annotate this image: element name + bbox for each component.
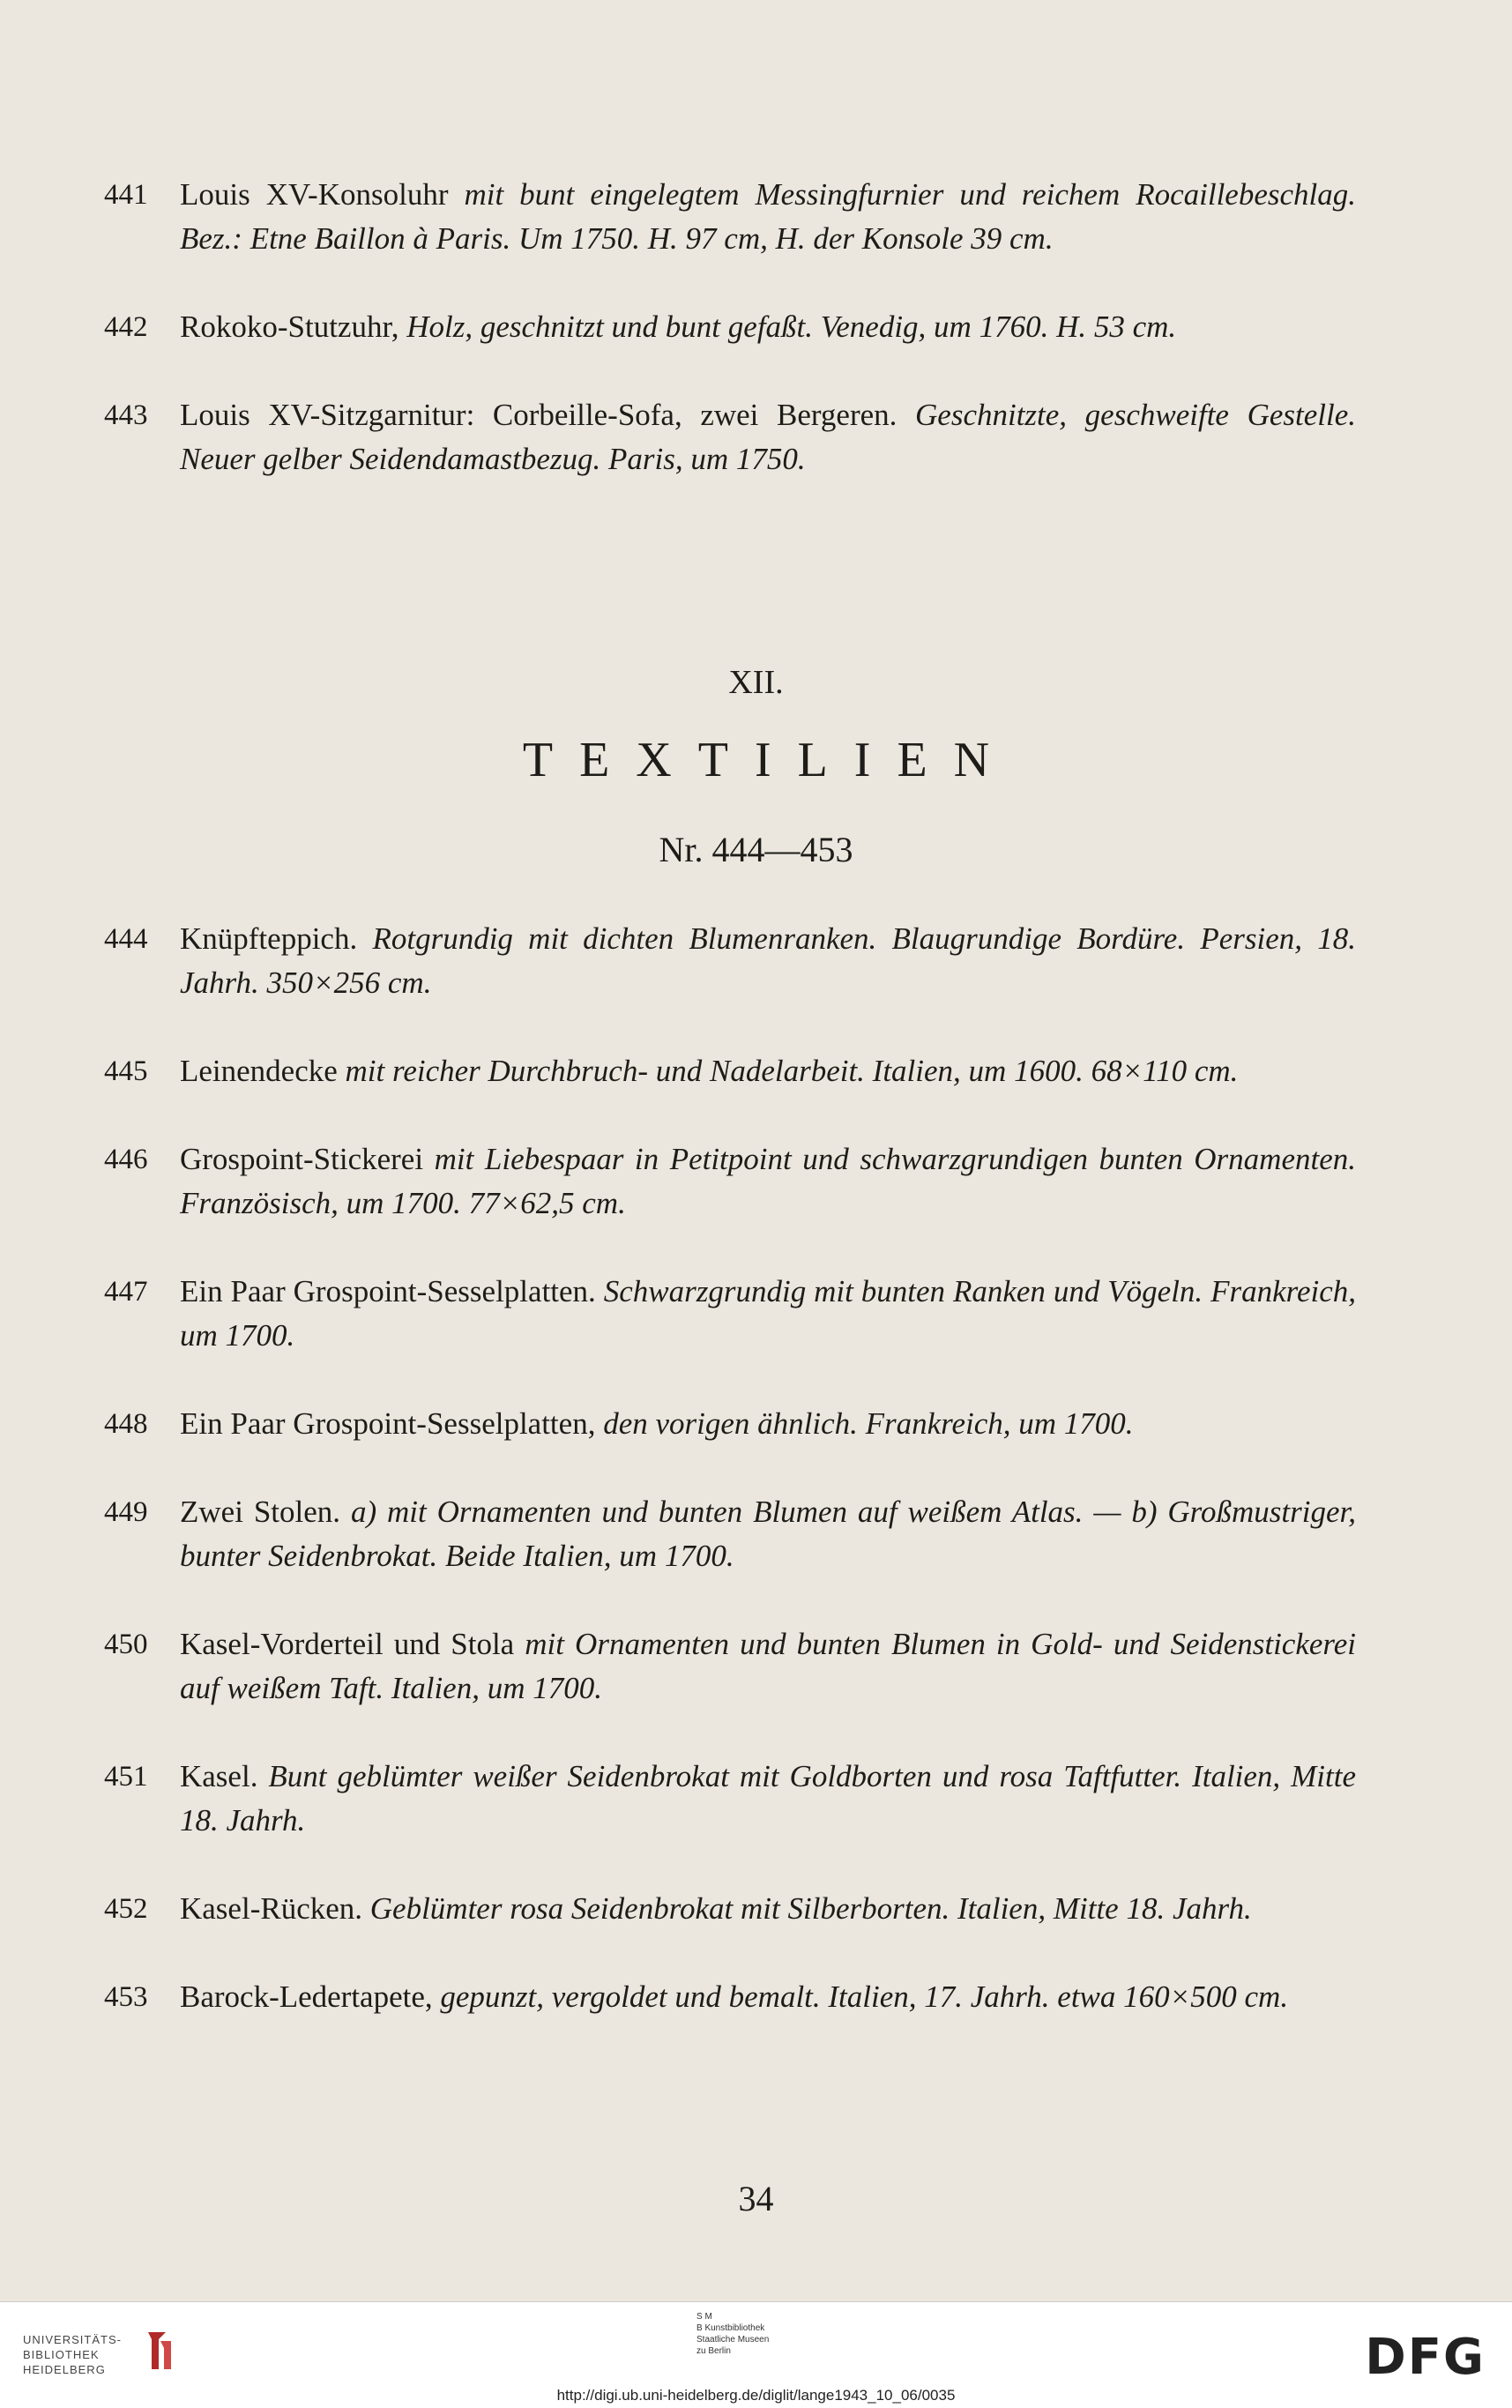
- uni-line: UNIVERSITÄTS-: [23, 2333, 122, 2346]
- section-title: TEXTILIEN: [522, 733, 1017, 787]
- catalog-entry: [104, 1270, 1356, 1358]
- catalog-entry: [104, 1622, 1356, 1711]
- entry-number: 453: [104, 1981, 148, 2013]
- university-library-label[interactable]: [23, 2332, 122, 2377]
- entry-description: a) mit Ornamenten und bunten Blumen auf weißem Atlas. — b) Großmustriger, bunter Seidenbrokat. Beide Italien, um 1700.: [180, 1495, 1356, 1573]
- entry-number: 444: [104, 923, 148, 955]
- catalog-entry: [104, 1490, 1356, 1578]
- entry-number: 446: [104, 1144, 148, 1175]
- entry-title: Leinendecke: [180, 1054, 346, 1088]
- entry-number: 448: [104, 1408, 148, 1440]
- page-number: 34: [738, 2179, 774, 2218]
- catalog-entry: [104, 1755, 1356, 1843]
- entry-description: Holz, geschnitzt und bunt gefaßt. Venedig, um 1760. H. 53 cm.: [406, 309, 1177, 344]
- entry-description: Schwarzgrundig mit bunten Ranken und Vögeln. Frankreich, um 1700.: [180, 1274, 1356, 1353]
- catalog-entry: [104, 393, 1356, 481]
- entry-title: Ein Paar Grospoint-Sesselplatten,: [180, 1406, 604, 1441]
- section-number: XII.: [728, 664, 784, 701]
- entry-number: 443: [104, 399, 148, 431]
- entry-title: Kasel.: [180, 1759, 269, 1793]
- uni-line: HEIDELBERG: [23, 2363, 106, 2376]
- entry-description: mit bunt eingelegtem Messingfurnier und reichem Rocaillebeschlag. Bez.: Etne Baillon à Paris. Um 1750. H. 97 cm, H. der Konsole 39 cm.: [180, 177, 1356, 256]
- entry-description: Bunt geblümter weißer Seidenbrokat mit Goldborten und rosa Taftfutter. Italien, Mitte 18. Jahrh.: [180, 1759, 1356, 1838]
- entry-description: mit Ornamenten und bunten Blumen in Gold- und Seidenstickerei auf weißem Taft. Italien, um 1700.: [180, 1627, 1356, 1705]
- footer: [0, 2301, 1512, 2408]
- entries-main: [104, 917, 1356, 2063]
- catalog-entry: [104, 1975, 1356, 2019]
- catalog-entry: [104, 917, 1356, 1005]
- dfg-logo[interactable]: DFG: [1365, 2329, 1486, 2386]
- entry-title: Louis XV-Sitzgarnitur: Corbeille-Sofa, zwei Bergeren.: [180, 398, 916, 432]
- entry-number: 451: [104, 1761, 148, 1793]
- entry-number: 447: [104, 1276, 148, 1308]
- catalog-entry: [104, 305, 1356, 349]
- entry-title: Grospoint-Stickerei: [180, 1142, 435, 1176]
- museum-label: [696, 2311, 769, 2357]
- sm-line: B Kunstbibliothek: [696, 2323, 765, 2333]
- sm-line: zu Berlin: [696, 2346, 731, 2356]
- entry-description: den vorigen ähnlich. Frankreich, um 1700.: [603, 1406, 1134, 1441]
- entry-number: 441: [104, 179, 148, 211]
- entry-title: Barock-Ledertapete,: [180, 1979, 441, 2014]
- uni-line: BIBLIOTHEK: [23, 2348, 100, 2361]
- catalog-entry: [104, 1137, 1356, 1226]
- entry-title: Ein Paar Grospoint-Sesselplatten.: [180, 1274, 604, 1308]
- university-logo-icon[interactable]: [141, 2329, 176, 2373]
- entry-title: Louis XV-Konsoluhr: [180, 177, 465, 212]
- entry-number: 449: [104, 1496, 148, 1528]
- sm-line: Staatliche Museen: [696, 2335, 770, 2345]
- entry-description: Geschnitzte, geschweifte Gestelle. Neuer gelber Seidendamastbezug. Paris, um 1750.: [180, 398, 1356, 476]
- entries-top: [104, 173, 1356, 526]
- entry-title: Zwei Stolen.: [180, 1495, 351, 1529]
- entry-title: Knüpfteppich.: [180, 921, 373, 956]
- sm-line: S M: [696, 2312, 712, 2322]
- entry-number: 450: [104, 1629, 148, 1660]
- entry-description: Rotgrundig mit dichten Blumenranken. Blaugrundige Bordüre. Persien, 18. Jahrh. 350×256 cm.: [180, 921, 1357, 1000]
- catalog-entry: [104, 1402, 1356, 1446]
- entry-title: Kasel-Vorderteil und Stola: [180, 1627, 525, 1661]
- section-range: Nr. 444—453: [659, 830, 853, 869]
- entry-number: 445: [104, 1055, 148, 1087]
- entry-description: mit reicher Durchbruch- und Nadelarbeit. Italien, um 1600. 68×110 cm.: [345, 1054, 1239, 1088]
- catalog-entry: [104, 1887, 1356, 1931]
- catalog-entry: [104, 1049, 1356, 1093]
- entry-description: gepunzt, vergoldet und bemalt. Italien, 17. Jahrh. etwa 160×500 cm.: [440, 1979, 1289, 2014]
- catalog-entry: [104, 173, 1356, 261]
- entry-number: 442: [104, 311, 148, 343]
- entry-description: mit Liebespaar in Petitpoint und schwarzgrundigen bunten Ornamenten. Französisch, um 1700. 77×62,5 cm.: [180, 1142, 1357, 1220]
- entry-title: Rokoko-Stutzuhr,: [180, 309, 407, 344]
- entry-title: Kasel-Rücken.: [180, 1891, 370, 1926]
- entry-number: 452: [104, 1893, 148, 1925]
- entry-description: Geblümter rosa Seidenbrokat mit Silberborten. Italien, Mitte 18. Jahrh.: [369, 1891, 1252, 1926]
- page-url[interactable]: http://digi.ub.uni-heidelberg.de/diglit/lange1943_10_06/0035: [556, 2387, 956, 2404]
